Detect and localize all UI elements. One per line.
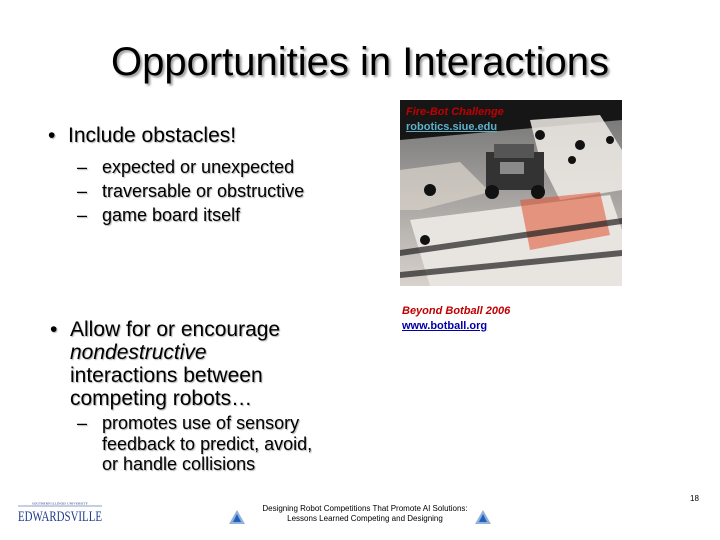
- bullet-line: competing robots…: [70, 387, 253, 411]
- sub-text: expected or unexpected: [102, 157, 295, 177]
- sub-bullet-expected: [77, 157, 295, 178]
- page-number: 18: [690, 494, 699, 503]
- sub-dash: –: [77, 157, 88, 177]
- footer-line-1: Designing Robot Competitions That Promote AI Solutions:: [262, 504, 468, 513]
- sub-line: or handle collisions: [102, 454, 256, 475]
- sub-bullet-traversable: [77, 181, 305, 202]
- logo-main-text: EDWARDSVILLE: [18, 509, 102, 525]
- footer-left-triangle-icon: [228, 509, 246, 525]
- fire-bot-caption-link[interactable]: robotics.siue.edu: [406, 121, 498, 133]
- botball-caption-title: Beyond Botball 2006: [402, 305, 511, 317]
- sub-dash: –: [77, 413, 88, 433]
- sub-line: feedback to predict, avoid,: [102, 433, 313, 454]
- siue-logo: [18, 500, 102, 524]
- botball-caption-link[interactable]: www.botball.org: [402, 320, 488, 332]
- footer-line-2: Lessons Learned Competing and Designing: [287, 514, 443, 524]
- sub-dash: –: [77, 205, 88, 225]
- sub-dash: –: [77, 181, 88, 201]
- sub-text: game board itself: [102, 205, 241, 225]
- bullet-dot: •: [48, 124, 56, 147]
- bullet-dot: •: [50, 318, 58, 341]
- robot-competition-photo: [400, 100, 622, 286]
- logo-small-text: SOUTHERN ILLINOIS UNIVERSITY: [31, 501, 89, 506]
- slide-title: Opportunities in Interactions: [110, 40, 610, 84]
- bullet-line: interactions between: [70, 364, 263, 388]
- sub-line: promotes use of sensory: [102, 413, 300, 433]
- bullet-line-italic: nondestructive: [70, 341, 207, 365]
- sub-bullet-game-board: [77, 205, 241, 226]
- sub-text: traversable or obstructive: [102, 181, 305, 201]
- footer-caption: [245, 504, 485, 525]
- bullet-line: Allow for or encourage: [70, 318, 281, 341]
- bullet-allow-interactions: [50, 318, 281, 411]
- sub-bullet-sensory: [77, 413, 313, 475]
- bullet-text: Include obstacles!: [68, 124, 237, 147]
- fire-bot-caption-title: Fire-Bot Challenge: [406, 106, 504, 118]
- bullet-include-obstacles: [48, 124, 237, 147]
